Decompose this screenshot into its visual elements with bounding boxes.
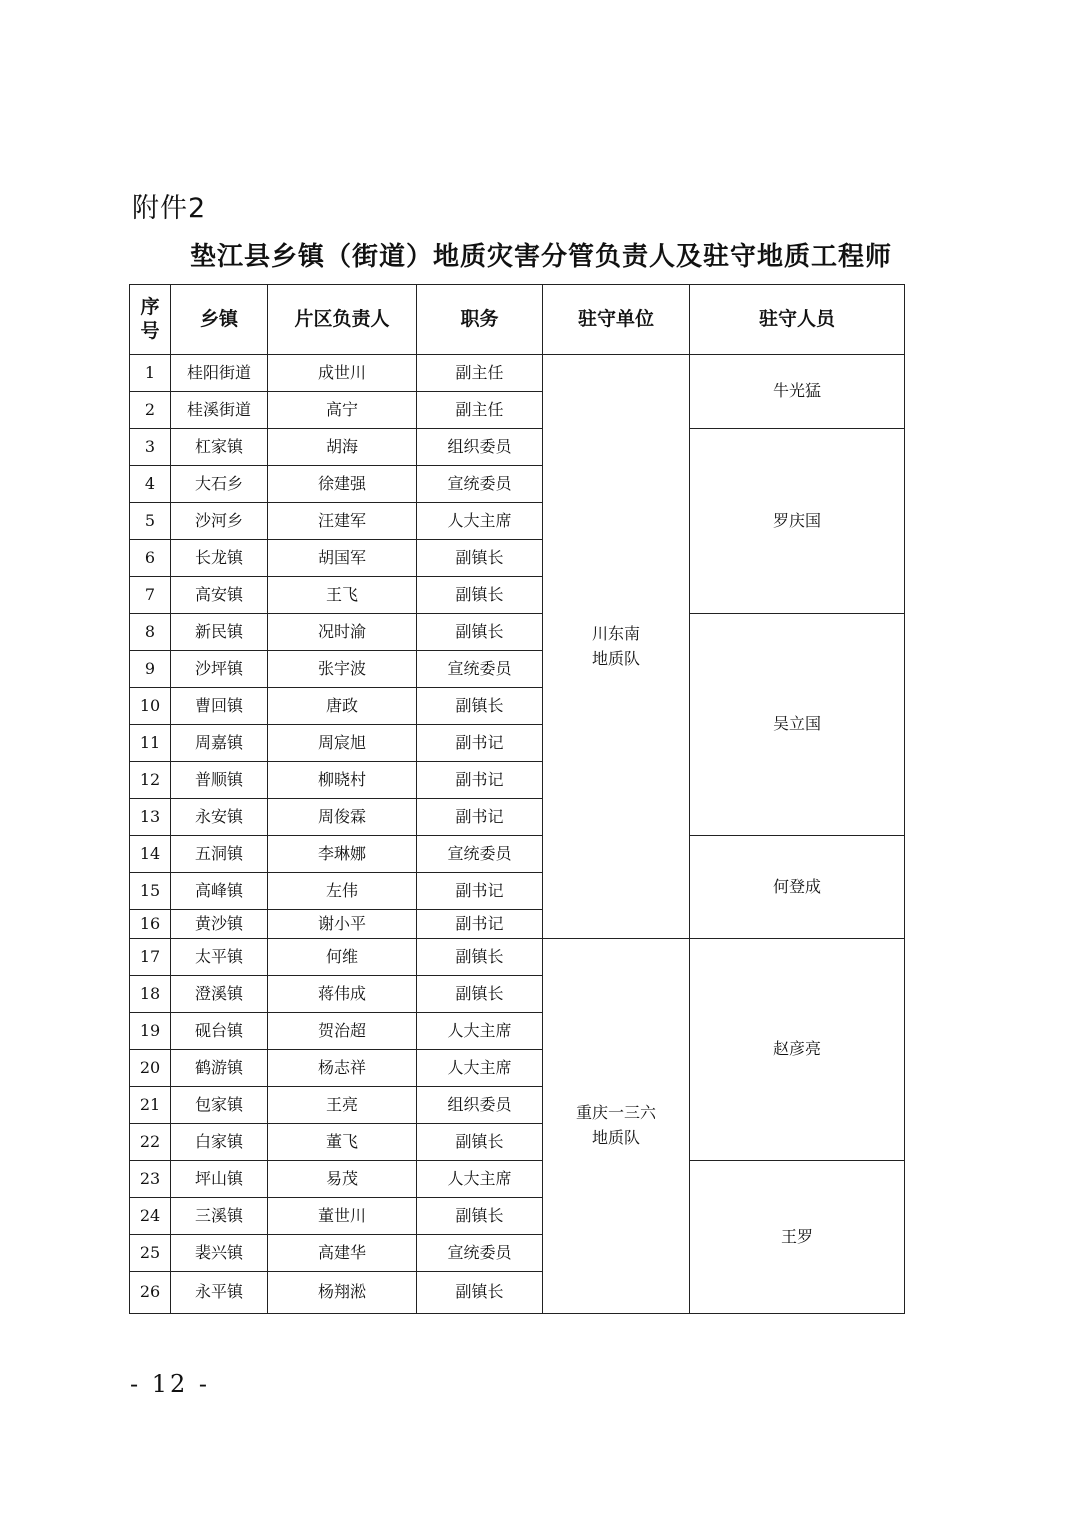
row-no: 14 <box>130 836 171 873</box>
staff-cell: 吴立国 <box>690 614 905 836</box>
row-no: 5 <box>130 503 171 540</box>
header-staff: 驻守人员 <box>690 285 905 355</box>
row-no: 13 <box>130 799 171 836</box>
row-town: 沙河乡 <box>171 503 268 540</box>
row-town: 三溪镇 <box>171 1198 268 1235</box>
row-leader: 况时渝 <box>268 614 417 651</box>
row-position: 副镇长 <box>417 614 543 651</box>
table-row <box>130 939 905 976</box>
row-no: 7 <box>130 577 171 614</box>
row-no: 9 <box>130 651 171 688</box>
row-leader: 周宸旭 <box>268 725 417 762</box>
row-town: 白家镇 <box>171 1124 268 1161</box>
row-position: 副镇长 <box>417 1124 543 1161</box>
row-town: 大石乡 <box>171 466 268 503</box>
row-town: 砚台镇 <box>171 1013 268 1050</box>
row-leader: 张宇波 <box>268 651 417 688</box>
row-town: 五洞镇 <box>171 836 268 873</box>
roster-table <box>129 284 905 1314</box>
row-no: 15 <box>130 873 171 910</box>
header-leader: 片区负责人 <box>268 285 417 355</box>
row-leader: 胡海 <box>268 429 417 466</box>
attachment-label: 附件2 <box>132 193 207 224</box>
table-header-row <box>130 285 905 355</box>
row-town: 长龙镇 <box>171 540 268 577</box>
row-no: 19 <box>130 1013 171 1050</box>
row-position: 副镇长 <box>417 976 543 1013</box>
row-town: 新民镇 <box>171 614 268 651</box>
row-town: 桂溪街道 <box>171 392 268 429</box>
row-leader: 柳晓村 <box>268 762 417 799</box>
row-leader: 成世川 <box>268 355 417 392</box>
row-no: 22 <box>130 1124 171 1161</box>
row-position: 宣统委员 <box>417 1235 543 1272</box>
row-no: 25 <box>130 1235 171 1272</box>
row-position: 人大主席 <box>417 1013 543 1050</box>
document-title: 垫江县乡镇（街道）地质灾害分管负责人及驻守地质工程师 <box>189 242 892 272</box>
staff-cell: 王罗 <box>690 1161 905 1314</box>
row-position: 人大主席 <box>417 1050 543 1087</box>
row-leader: 高宁 <box>268 392 417 429</box>
row-position: 副镇长 <box>417 540 543 577</box>
row-town: 高安镇 <box>171 577 268 614</box>
row-town: 沙坪镇 <box>171 651 268 688</box>
row-position: 人大主席 <box>417 1161 543 1198</box>
row-position: 副书记 <box>417 910 543 939</box>
row-town: 黄沙镇 <box>171 910 268 939</box>
row-no: 2 <box>130 392 171 429</box>
row-no: 26 <box>130 1272 171 1314</box>
row-position: 副镇长 <box>417 688 543 725</box>
row-no: 18 <box>130 976 171 1013</box>
row-leader: 蒋伟成 <box>268 976 417 1013</box>
row-leader: 董世川 <box>268 1198 417 1235</box>
unit-cell: 重庆一三六 地质队 <box>543 939 690 1314</box>
row-no: 21 <box>130 1087 171 1124</box>
row-town: 鹤游镇 <box>171 1050 268 1087</box>
row-position: 副主任 <box>417 392 543 429</box>
row-leader: 高建华 <box>268 1235 417 1272</box>
unit-cell: 川东南 地质队 <box>543 355 690 939</box>
row-town: 杠家镇 <box>171 429 268 466</box>
row-leader: 谢小平 <box>268 910 417 939</box>
row-leader: 王飞 <box>268 577 417 614</box>
staff-cell: 赵彦亮 <box>690 939 905 1161</box>
row-position: 组织委员 <box>417 429 543 466</box>
row-no: 12 <box>130 762 171 799</box>
row-town: 澄溪镇 <box>171 976 268 1013</box>
row-no: 1 <box>130 355 171 392</box>
staff-cell: 牛光猛 <box>690 355 905 429</box>
row-leader: 贺治超 <box>268 1013 417 1050</box>
row-position: 副镇长 <box>417 1198 543 1235</box>
row-position: 人大主席 <box>417 503 543 540</box>
row-no: 6 <box>130 540 171 577</box>
row-town: 永平镇 <box>171 1272 268 1314</box>
row-town: 桂阳街道 <box>171 355 268 392</box>
row-position: 副书记 <box>417 762 543 799</box>
row-no: 10 <box>130 688 171 725</box>
staff-cell: 何登成 <box>690 836 905 939</box>
row-town: 普顺镇 <box>171 762 268 799</box>
row-position: 副镇长 <box>417 577 543 614</box>
table-row <box>130 429 905 466</box>
page-number: - 12 - <box>130 1370 211 1398</box>
header-unit: 驻守单位 <box>543 285 690 355</box>
row-leader: 易茂 <box>268 1161 417 1198</box>
row-town: 曹回镇 <box>171 688 268 725</box>
row-leader: 杨翔淞 <box>268 1272 417 1314</box>
row-town: 永安镇 <box>171 799 268 836</box>
row-no: 8 <box>130 614 171 651</box>
row-no: 23 <box>130 1161 171 1198</box>
row-leader: 唐政 <box>268 688 417 725</box>
header-no: 序 号 <box>130 285 171 355</box>
row-town: 周嘉镇 <box>171 725 268 762</box>
row-leader: 周俊霖 <box>268 799 417 836</box>
header-town: 乡镇 <box>171 285 268 355</box>
header-position: 职务 <box>417 285 543 355</box>
row-leader: 汪建军 <box>268 503 417 540</box>
row-no: 17 <box>130 939 171 976</box>
row-position: 副书记 <box>417 799 543 836</box>
row-leader: 李琳娜 <box>268 836 417 873</box>
row-no: 11 <box>130 725 171 762</box>
row-leader: 左伟 <box>268 873 417 910</box>
row-town: 包家镇 <box>171 1087 268 1124</box>
row-position: 副镇长 <box>417 939 543 976</box>
table-row <box>130 836 905 873</box>
row-no: 3 <box>130 429 171 466</box>
staff-cell: 罗庆国 <box>690 429 905 614</box>
row-no: 24 <box>130 1198 171 1235</box>
row-no: 16 <box>130 910 171 939</box>
row-town: 坪山镇 <box>171 1161 268 1198</box>
row-position: 副镇长 <box>417 1272 543 1314</box>
row-leader: 何维 <box>268 939 417 976</box>
row-position: 组织委员 <box>417 1087 543 1124</box>
row-position: 宣统委员 <box>417 466 543 503</box>
row-leader: 胡国军 <box>268 540 417 577</box>
row-no: 4 <box>130 466 171 503</box>
row-town: 高峰镇 <box>171 873 268 910</box>
row-position: 宣统委员 <box>417 651 543 688</box>
row-town: 太平镇 <box>171 939 268 976</box>
row-no: 20 <box>130 1050 171 1087</box>
row-position: 副书记 <box>417 873 543 910</box>
row-leader: 王亮 <box>268 1087 417 1124</box>
row-leader: 杨志祥 <box>268 1050 417 1087</box>
row-leader: 徐建强 <box>268 466 417 503</box>
table-row <box>130 614 905 651</box>
row-town: 裴兴镇 <box>171 1235 268 1272</box>
table-row <box>130 1161 905 1198</box>
table-row <box>130 355 905 392</box>
row-position: 副主任 <box>417 355 543 392</box>
row-leader: 董飞 <box>268 1124 417 1161</box>
row-position: 宣统委员 <box>417 836 543 873</box>
row-position: 副书记 <box>417 725 543 762</box>
